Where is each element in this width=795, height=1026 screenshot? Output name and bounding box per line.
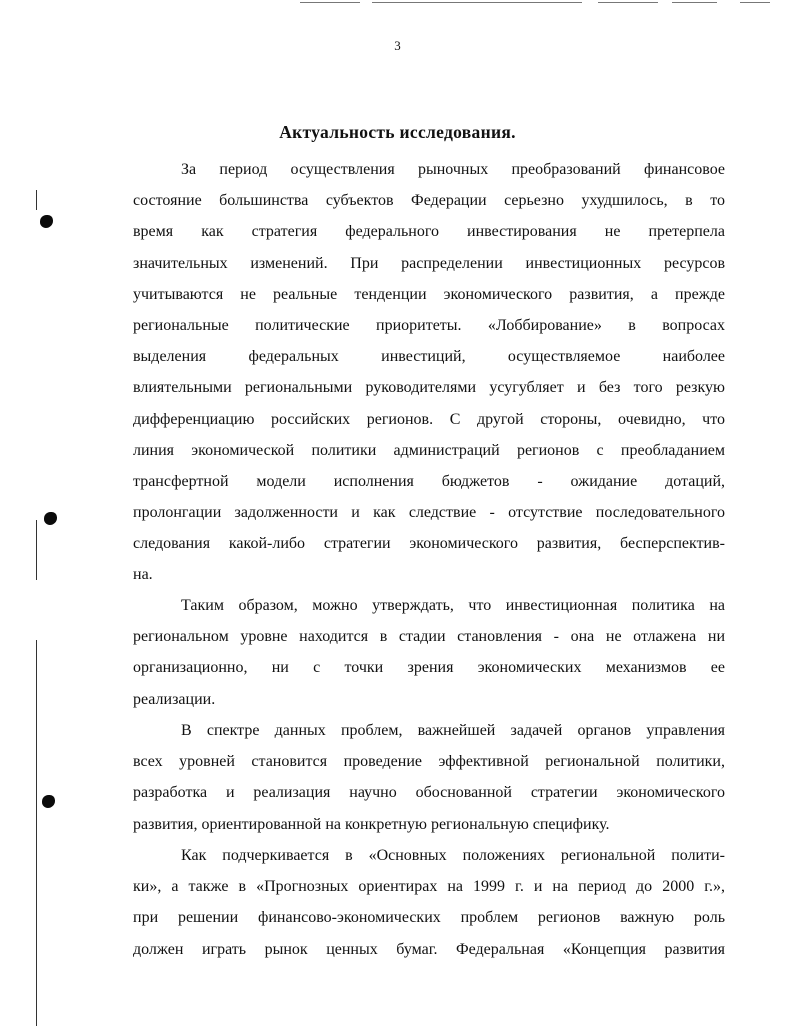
- text-line: развития, ориентированной на конкретную региональную специфику.: [133, 815, 610, 833]
- text-line: Таким образом, можно утверждать, что инвестиционная политика на: [181, 597, 725, 614]
- page-number: 3: [394, 38, 401, 53]
- text-line: региональные политические приоритеты. «Лоббирование» в вопросах: [133, 316, 725, 334]
- text-line: должен играть рынок ценных бумаг. Федеральная «Концепция развития: [133, 940, 725, 958]
- binding-edge: [36, 520, 37, 580]
- binding-edge: [36, 190, 37, 210]
- section-title: Актуальность исследования.: [279, 122, 516, 142]
- text-line: при решении финансово-экономических проблем регионов важную роль: [133, 909, 725, 927]
- text-line: ки», а также в «Прогнозных ориентирах на 1999 г. и на период до 2000 г.»,: [133, 878, 725, 896]
- text-line: За период осуществления рыночных преобразований финансовое: [181, 161, 725, 178]
- text-line: линия экономической политики администраций регионов с преобладанием: [133, 441, 725, 459]
- text-line: организационно, ни с точки зрения экономических механизмов ее: [133, 659, 725, 677]
- scan-artifact-line: [598, 2, 658, 3]
- scan-artifact-line: [740, 2, 770, 3]
- text-line: региональном уровне находится в стадии становления - она не отлажена ни: [133, 628, 725, 646]
- paragraph-3: [133, 715, 725, 840]
- scan-artifact-line: [372, 2, 582, 3]
- text-line: учитываются не реальные тенденции экономического развития, а прежде: [133, 285, 725, 303]
- punch-hole: [40, 215, 53, 228]
- text-line: реализации.: [133, 690, 216, 708]
- text-line: разработка и реализация научно обоснованной стратегии экономического: [133, 784, 725, 802]
- scan-artifact-line: [300, 2, 360, 3]
- paragraph-4: [133, 840, 725, 965]
- text-line: значительных изменений. При распределении инвестиционных ресурсов: [133, 254, 725, 272]
- punch-hole: [44, 512, 57, 525]
- text-line: выделения федеральных инвестиций, осуществляемое наиболее: [133, 348, 725, 366]
- paragraph-2: [133, 590, 725, 715]
- text-line: состояние большинства субъектов Федерации серьезно ухудшилось, в то: [133, 192, 725, 210]
- binding-edge: [36, 640, 37, 1026]
- text-line: следования какой-либо стратегии экономического развития, бесперспектив-: [133, 535, 725, 553]
- text-line: время как стратегия федерального инвестирования не претерпела: [133, 223, 725, 241]
- text-line: В спектре данных проблем, важнейшей задачей органов управления: [181, 722, 725, 739]
- text-line: влиятельными региональными руководителями усугубляет и без того резкую: [133, 379, 725, 397]
- text-line: на.: [133, 566, 153, 584]
- scan-artifact-line: [672, 2, 717, 3]
- paragraph-1: [133, 154, 725, 591]
- text-line: трансфертной модели исполнения бюджетов - ожидание дотаций,: [133, 472, 725, 490]
- text-line: всех уровней становится проведение эффективной региональной политики,: [133, 753, 725, 771]
- text-line: дифференциацию российских регионов. С другой стороны, очевидно, что: [133, 410, 725, 428]
- text-line: Как подчеркивается в «Основных положениях региональной полити-: [181, 847, 725, 864]
- punch-hole: [42, 795, 55, 808]
- text-line: пролонгации задолженности и как следствие - отсутствие последовательного: [133, 504, 725, 522]
